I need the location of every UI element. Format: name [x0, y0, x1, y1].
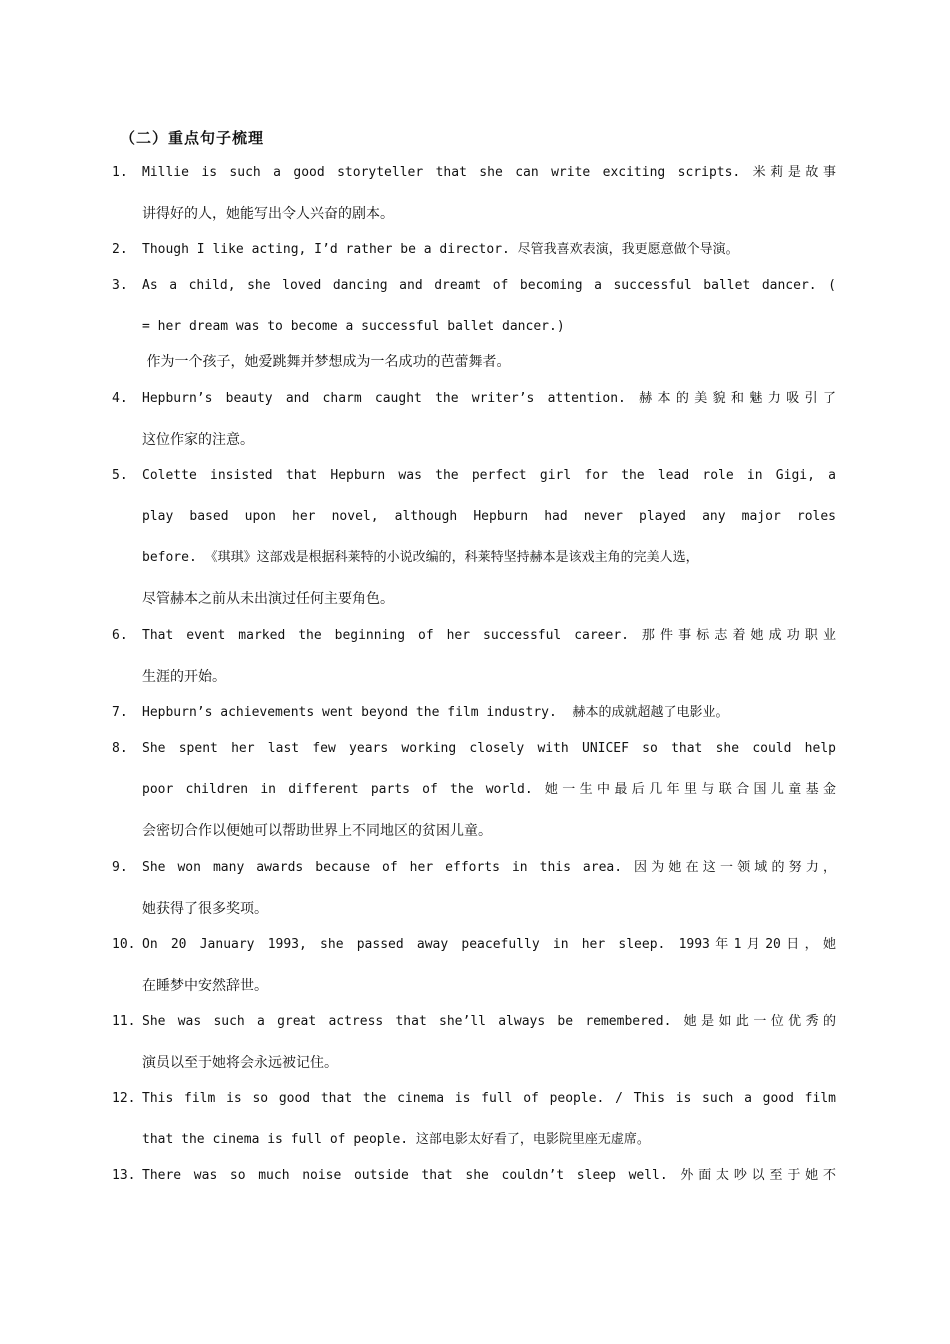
item-number: 3. — [112, 278, 128, 293]
item-number: 11. — [112, 1014, 136, 1029]
item-line: 会密切合作以便她可以帮助世界上不同地区的贫困儿童。 — [142, 823, 492, 839]
item-number: 6. — [112, 628, 128, 643]
item-number: 13. — [112, 1168, 136, 1183]
item-line: 演员以至于她将会永远被记住。 — [142, 1055, 338, 1071]
item-line: As a child, she loved dancing and dreamt of becoming a successful ballet dancer. ( — [142, 278, 836, 293]
item-line: She spent her last few years working closely with UNICEF so that she could help — [142, 741, 836, 756]
item-line: 尽管赫本之前从未出演过任何主要角色。 — [142, 591, 394, 607]
item-line: 讲得好的人，她能写出令人兴奋的剧本。 — [142, 206, 394, 222]
item-line: Millie is such a good storyteller that she can write exciting scripts. 米莉是故事 — [142, 165, 836, 180]
item-line: Colette insisted that Hepburn was the perfect girl for the lead role in Gigi, a — [142, 468, 836, 483]
item-line: She was such a great actress that she’ll always be remembered. 她是如此一位优秀的 — [142, 1014, 836, 1029]
item-number: 1. — [112, 165, 128, 180]
item-line: On 20 January 1993, she passed away peacefully in her sleep. 1993年1月20日，她 — [142, 937, 836, 952]
item-line: That event marked the beginning of her successful career. 那件事标志着她成功职业 — [142, 628, 836, 643]
item-line: She won many awards because of her efforts in this area. 因为她在这一领域的努力， — [142, 860, 836, 875]
item-line: 她获得了很多奖项。 — [142, 901, 268, 917]
item-number: 10. — [112, 937, 136, 952]
item-number: 5. — [112, 468, 128, 483]
item-line: Hepburn’s beauty and charm caught the writer’s attention. 赫本的美貌和魅力吸引了 — [142, 391, 836, 406]
item-line: poor children in different parts of the world. 她一生中最后几年里与联合国儿童基金 — [142, 782, 836, 797]
item-number: 12. — [112, 1091, 136, 1106]
item-line: Though I like acting, I’d rather be a director. 尽管我喜欢表演，我更愿意做个导演。 — [142, 242, 739, 257]
item-line: 生涯的开始。 — [142, 669, 226, 685]
item-line: before. 《琪琪》这部戏是根据科莱特的小说改编的，科莱特坚持赫本是该戏主角的完美人选， — [142, 550, 699, 565]
item-number: 2. — [112, 242, 128, 257]
item-number: 4. — [112, 391, 128, 406]
section-heading: （二）重点句子梳理 — [120, 129, 265, 147]
item-number: 8. — [112, 741, 128, 756]
item-number: 9. — [112, 860, 128, 875]
item-number: 7. — [112, 705, 128, 720]
item-line: There was so much noise outside that she couldn’t sleep well. 外面太吵以至于她不 — [142, 1168, 836, 1183]
item-line: play based upon her novel, although Hepburn had never played any major roles — [142, 509, 836, 524]
item-line: 这位作家的注意。 — [142, 432, 254, 448]
item-line: = her dream was to become a successful ballet dancer.) — [142, 319, 565, 334]
item-line: Hepburn’s achievements went beyond the film industry. 赫本的成就超越了电影业。 — [142, 705, 729, 720]
item-line: 在睡梦中安然辞世。 — [142, 978, 268, 994]
item-line: 作为一个孩子，她爱跳舞并梦想成为一名成功的芭蕾舞者。 — [142, 354, 511, 370]
item-line: that the cinema is full of people. 这部电影太好看了，电影院里座无虚席。 — [142, 1132, 650, 1147]
item-line: This film is so good that the cinema is full of people. / This is such a good film — [142, 1091, 836, 1106]
